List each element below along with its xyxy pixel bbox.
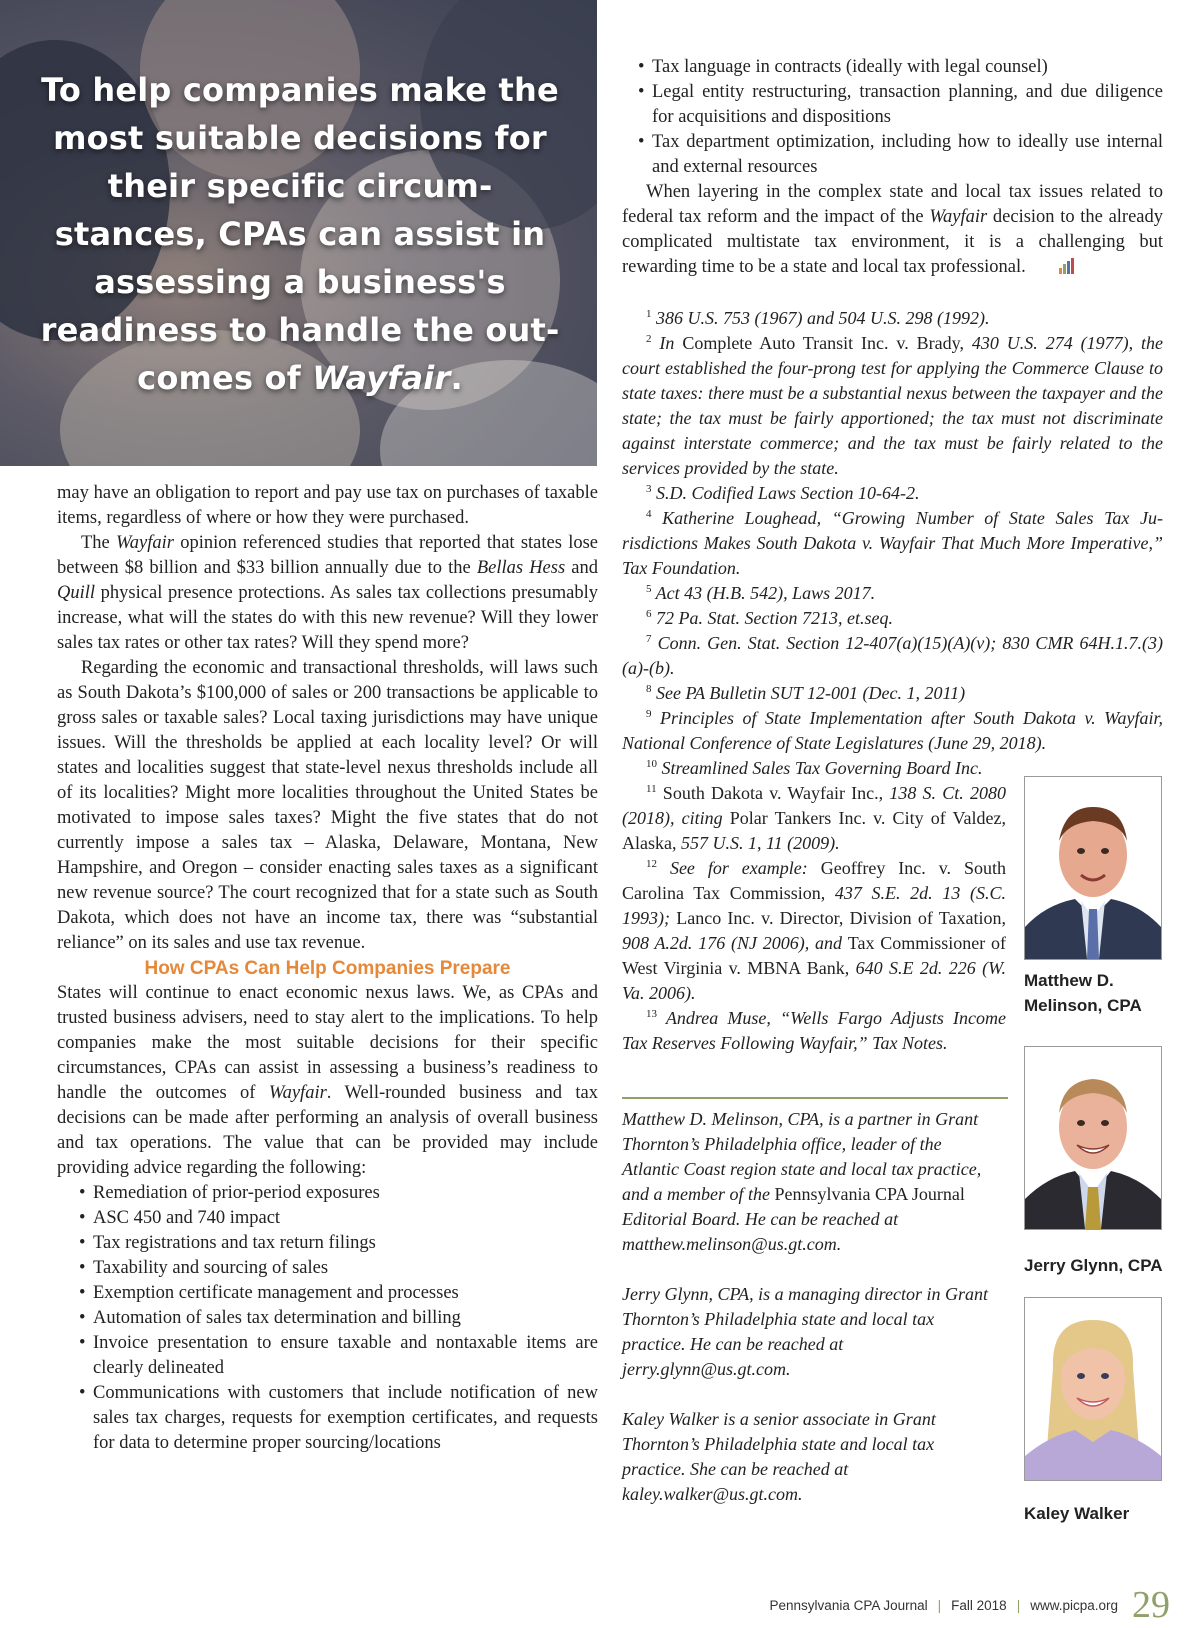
footer-issue: Fall 2018 <box>951 1597 1007 1613</box>
photo-caption: Matthew D. Melinson, CPA <box>1024 971 1142 1015</box>
list-item: • Exemption certificate management and processes <box>79 1281 598 1306</box>
body-paragraph: When layering in the complex state and local tax issues related to federal tax reform and the impact of the Wayfair decision to the already complicated multistate tax environment, it is a challenging but rewarding time to be a state and local tax professional. <box>622 180 1163 282</box>
footnote: $^{13}$ Andrea Muse, “Wells Fargo Adjusts Income Tax Reserves Following Wayfair,” Tax Notes. <box>622 1008 1006 1053</box>
body-paragraph: Regarding the economic and transactional thresholds, will laws such as South Dakota’s $100,000 of sales or 200 transactions be applicable to gross sales or taxable sales? Local taxing jurisdictions may have unique issues. Will the thresholds be applied at each locality level? Or will states and localities suggest that state-level nexus thresholds include all of its localities? Might more localities throughout the United States be motivated to impose sales taxes? Might the five states that do not currently impose a sales tax – Alaska, Delaware, Montana, New Hampshire, and Oregon – consider enacting sales taxes as a significant new revenue source? The court recognized that for a state such as South Dakota, which does not have an income tax, there was “substantial reliance” on its sales and use tax revenue. <box>57 658 598 953</box>
headshot-man-icon <box>1025 1047 1161 1229</box>
right-column <box>622 55 1163 282</box>
page-footer <box>770 1582 1170 1628</box>
author-bio: Jerry Glynn, CPA, is a managing director in Grant Thornton’s Philadelphia state and local tax practice. He can be reached at jerry.glynn@us.gt.com. <box>622 1284 988 1379</box>
author-bios <box>622 1107 992 1532</box>
list-item: • Automation of sales tax determination and billing <box>79 1306 598 1331</box>
footnotes <box>622 306 1163 756</box>
photo-caption: Jerry Glynn, CPA <box>1024 1256 1163 1275</box>
footnotes-continued <box>622 756 1006 1056</box>
footnote: $^6$ 72 Pa. Stat. Section 7213, et.seq. <box>646 608 893 628</box>
list-item: • Remediation of prior-period exposures <box>79 1181 598 1206</box>
body-paragraph: may have an obligation to report and pay use tax on purchases of taxable items, regardless of where or how they were purchased. <box>57 483 598 528</box>
footer-separator: | <box>1016 1597 1021 1613</box>
body-paragraph: The Wayfair opinion referenced studies that reported that states lose between $8 billion and $33 billion annually due to the Bellas Hess and Quill physical presence protections. As sales tax collections presumably increase, what will the states do with this new revenue? Will they lower sales tax rates or other tax rates? Will they spend more? <box>57 533 599 653</box>
author-bio: Kaley Walker is a senior associate in Grant Thornton’s Philadelphia state and local tax practice. She can be reached at kaley.walker@us.gt.com. <box>622 1409 936 1504</box>
author-bio: Matthew D. Melinson, CPA, is a partner in Grant Thornton’s Philadelphia office, leader of the Atlantic Coast region state and local tax practice, and a member of the Pennsylvania CPA Journal Editorial Board. He can be reached at matthew.melinson@us.gt.com. <box>622 1109 982 1254</box>
footnote: $^9$ Principles of State Implementation after South Dakota v. Wayfair, National Conference of State Legislatures (June 29, 2018). <box>622 708 1163 753</box>
footnote: $^4$ Katherine Loughead, “Growing Number of State Sales Tax Jurisdictions Makes South Dakota v. Wayfair That Much More Imperative,” Tax Foundation. <box>622 508 1163 578</box>
left-column <box>57 481 598 1456</box>
footer-website: www.picpa.org <box>1030 1597 1118 1613</box>
bullet-list <box>622 55 1163 180</box>
footnote: $^2$ In Complete Auto Transit Inc. v. Brady, 430 U.S. 274 (1977), the court established the four-prong test for applying the Commerce Clause to state taxes: there must be a substantial nexus between the taxpayer and the state; the tax must be fairly apportioned; the tax must not discriminate against interstate commerce; and the tax must be fairly related to the services provided by the state. <box>622 333 1164 478</box>
bullet-list <box>57 1181 598 1456</box>
pull-quote: To help companies make the most suitable decisions for their specific circumstances, CPAs can assist in assessing a business's readiness to handle the outcomes of Wayfair. <box>40 71 560 397</box>
footer-journal: Pennsylvania CPA Journal <box>769 1597 928 1613</box>
section-subheading: How CPAs Can Help Companies Prepare <box>144 958 511 979</box>
body-paragraph: States will continue to enact economic nexus laws. We, as CPAs and trusted business advisers, need to stay alert to the implications. To help companies make the most suitable decisions for their specific circumstances, CPAs can assist in assessing a business’s readiness to handle the outcomes of Wayfair. Well-rounded business and tax decisions can be made after performing an analysis of overall business and tax operations. The value that can be provided may include providing advice regarding the following: <box>57 983 598 1178</box>
list-item: • Tax department optimization, including how to ideally use internal and external resources <box>638 130 1163 180</box>
footnote: $^8$ See PA Bulletin SUT 12-001 (Dec. 1, 2011) <box>646 683 966 703</box>
footnote: $^1$ 386 U.S. 753 (1967) and 504 U.S. 298 (1992). <box>646 308 990 328</box>
list-item: • Taxability and sourcing of sales <box>79 1256 598 1281</box>
list-item: • Tax language in contracts (ideally with legal counsel) <box>638 55 1163 80</box>
list-item: • Invoice presentation to ensure taxable and nontaxable items are clearly delineated <box>79 1331 598 1381</box>
author-photo-walker <box>1024 1297 1162 1481</box>
footnote: $^5$ Act 43 (H.B. 542), Laws 2017. <box>646 583 876 603</box>
page-number: 29 <box>1132 1584 1170 1626</box>
list-item: • Legal entity restructuring, transaction planning, and due diligence for acquisitions and dispositions <box>638 80 1163 130</box>
footnote: $^3$ S.D. Codified Laws Section 10-64-2. <box>646 483 920 503</box>
list-item: • ASC 450 and 740 impact <box>79 1206 598 1231</box>
list-item: • Tax registrations and tax return filings <box>79 1231 598 1256</box>
author-photo-melinson <box>1024 776 1162 960</box>
headshot-man-icon <box>1025 777 1161 959</box>
footer-separator: | <box>937 1597 942 1613</box>
footnote: $^{11}$ South Dakota v. Wayfair Inc., 138 S. Ct. 2080 (2018), citing Polar Tankers Inc. v. City of Valdez, Alaska, 557 U.S. 1, 11 (2009). <box>622 783 1006 853</box>
footnote: $^{10}$ Streamlined Sales Tax Governing Board Inc. <box>646 758 983 778</box>
photo-caption: Kaley Walker <box>1024 1504 1130 1523</box>
footnote: $^{12}$ See for example: Geoffrey Inc. v. South Carolina Tax Commission, 437 S.E. 2d. 13 (S.C. 1993); Lanco Inc. v. Director, Division of Taxation, 908 A.2d. 176 (NJ 2006), and Tax Commissioner of West Virginia v. MBNA Bank, 640 S.E 2d. 226 (W. Va. 2006). <box>622 858 1007 1003</box>
author-photo-glynn <box>1024 1046 1162 1230</box>
divider <box>622 1097 1008 1099</box>
list-item: • Communications with customers that include notification of new sales tax charges, requests for exemption certificates, and requests for data to determine proper sourcing/locations <box>79 1381 598 1456</box>
end-mark-icon <box>1034 257 1076 282</box>
hero-image <box>0 0 597 466</box>
headshot-woman-icon <box>1025 1298 1161 1480</box>
footnote: $^7$ Conn. Gen. Stat. Section 12-407(a)(15)(A)(v); 830 CMR 64H.1.7.(3)(a)-(b). <box>622 633 1163 678</box>
